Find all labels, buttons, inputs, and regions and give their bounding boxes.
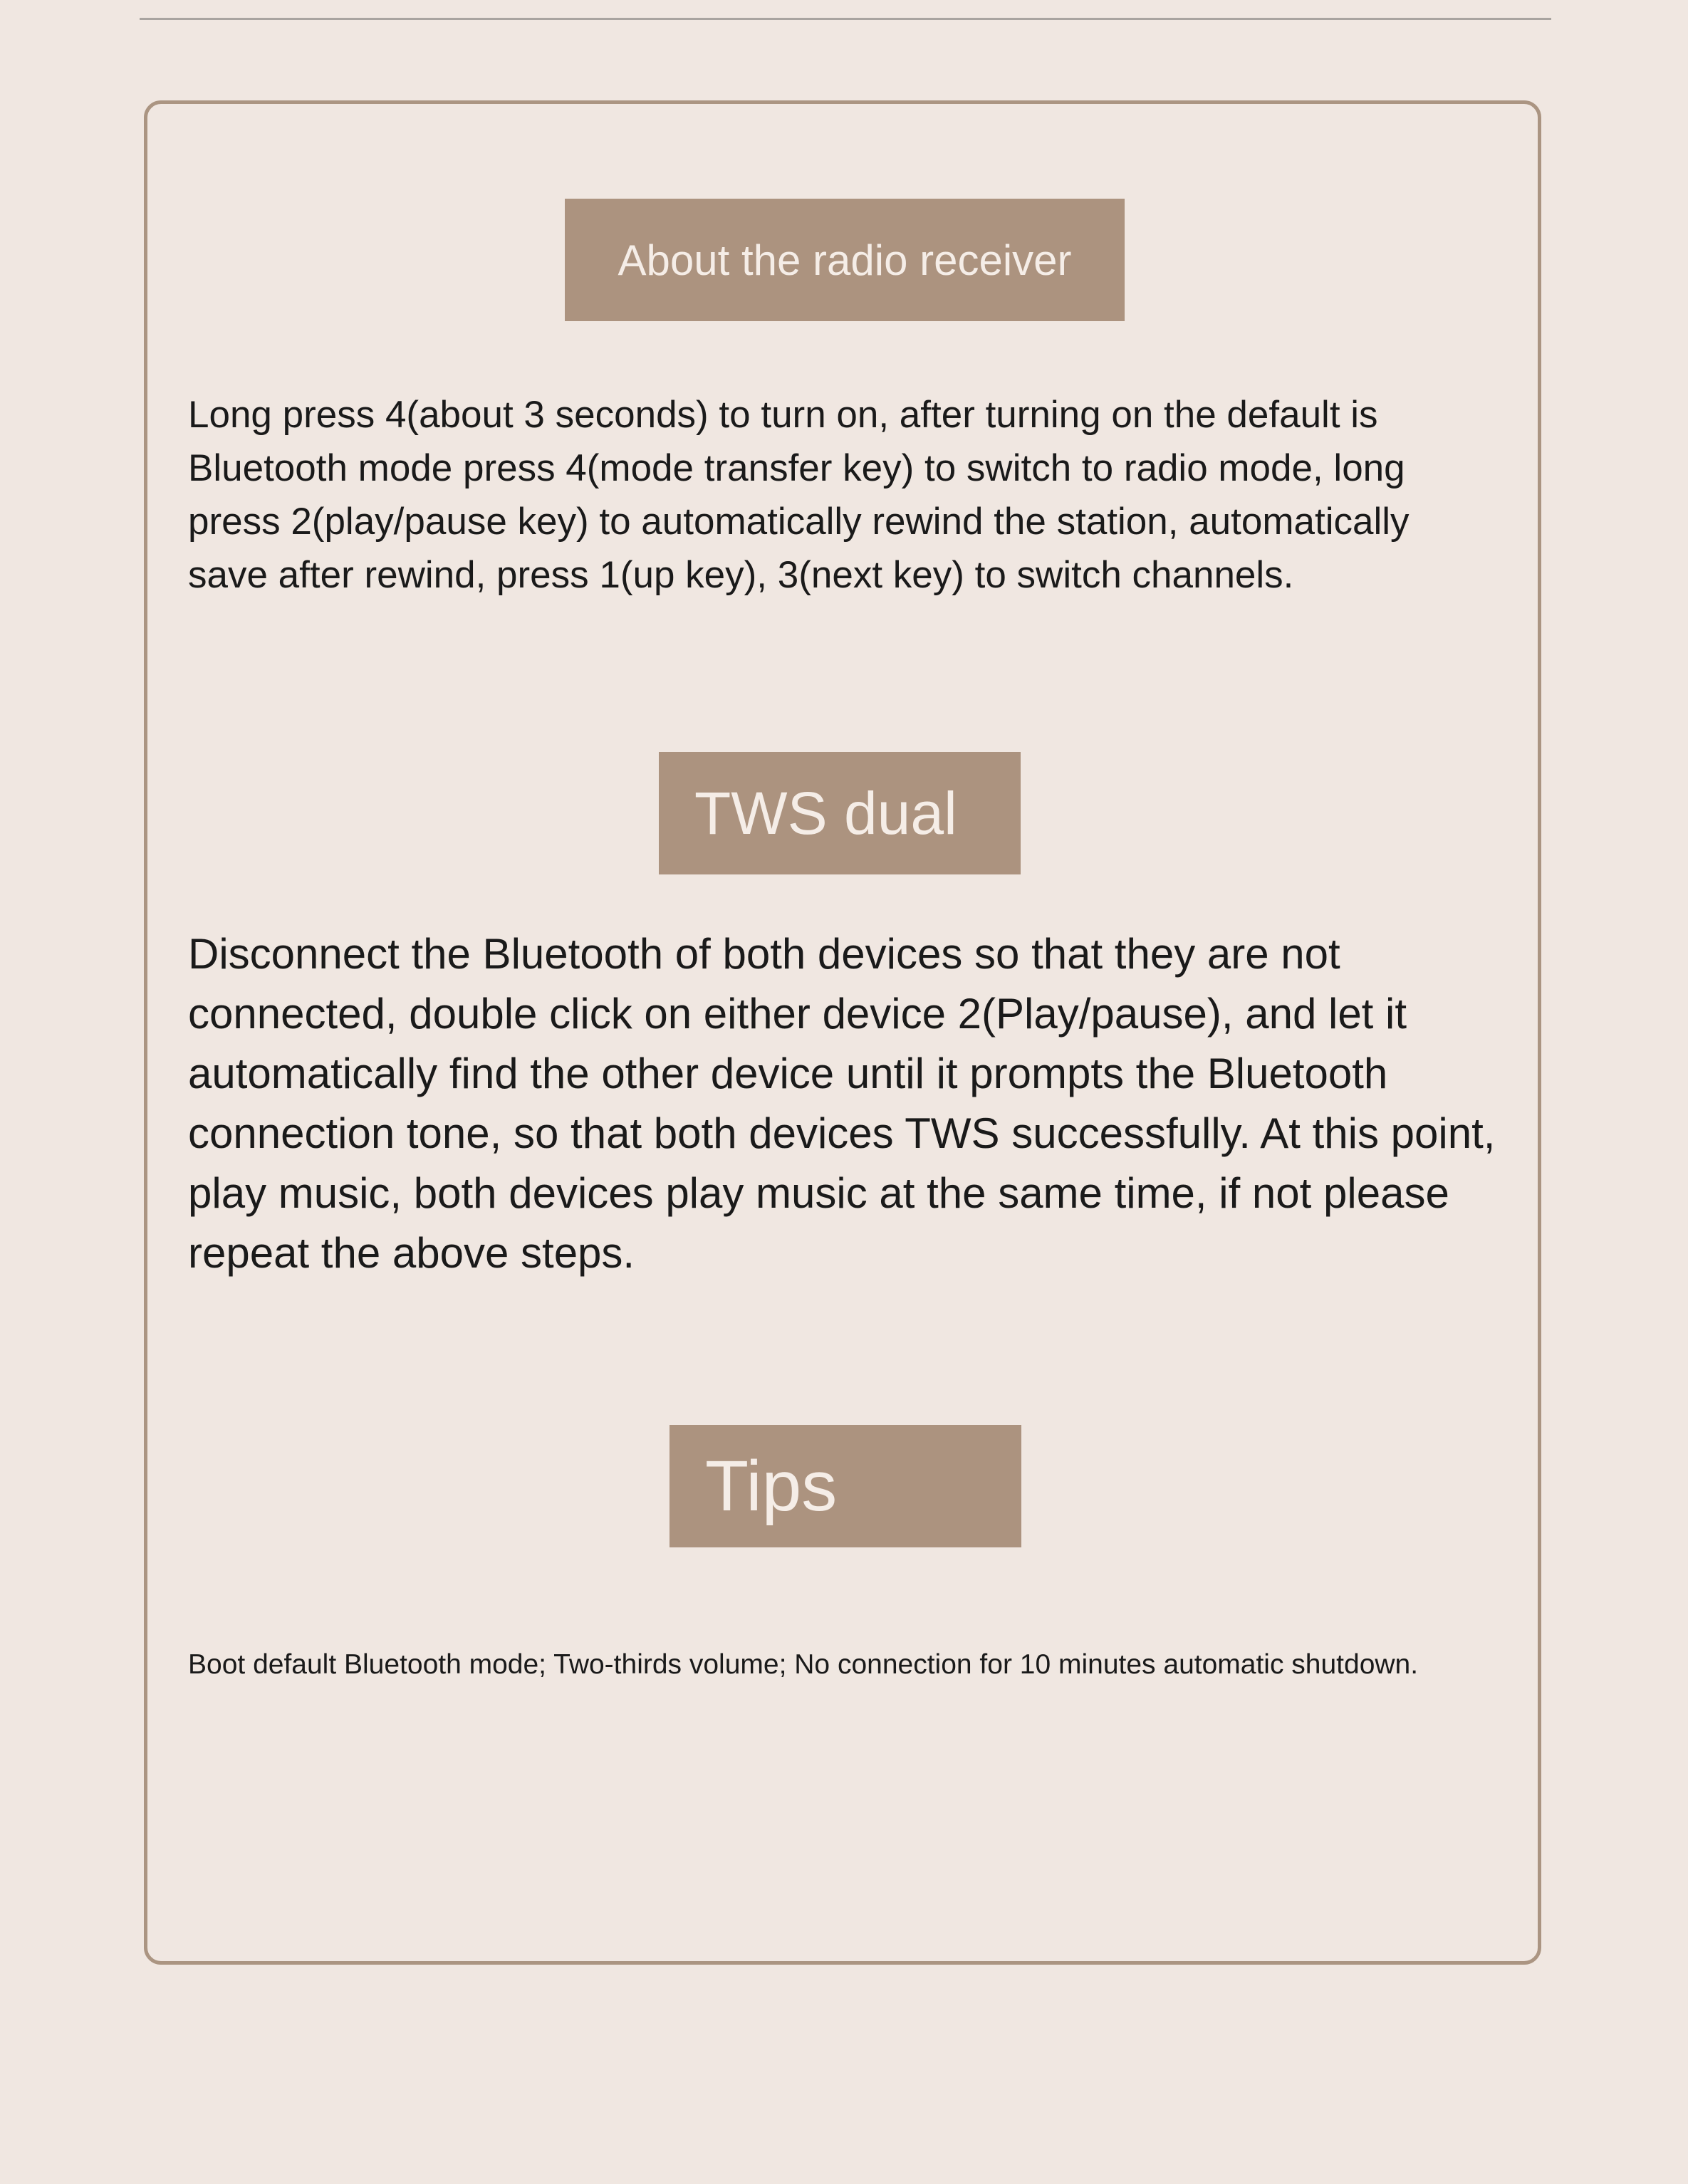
tips-section-text: Boot default Bluetooth mode; Two-thirds volume; No connection for 10 minutes automatic shutdown. xyxy=(188,1649,1419,1680)
radio-section-text: Long press 4(about 3 seconds) to turn on, after turning on the default is Bluetooth mode press 4(mode transfer key) to switch to radio mode, long press 2(play/pause key) to automatically rewind the station, automatically save after rewind, press 1(up key), 3(next key) to switch channels. xyxy=(188,394,1410,596)
top-divider xyxy=(140,18,1551,20)
tips-section-heading: Tips xyxy=(670,1425,1021,1547)
tws-section-text: Disconnect the Bluetooth of both devices so that they are not connected, double click on either device 2(Play/pause), and let it automatically find the other device until it prompts the Bluetooth connection tone, so that both devices TWS successfully. At this point, play music, both devices play music at the same time, if not please repeat the above steps. xyxy=(188,930,1496,1277)
radio-section-heading: About the radio receiver xyxy=(565,199,1125,321)
tws-section-heading: TWS dual xyxy=(659,752,1021,874)
